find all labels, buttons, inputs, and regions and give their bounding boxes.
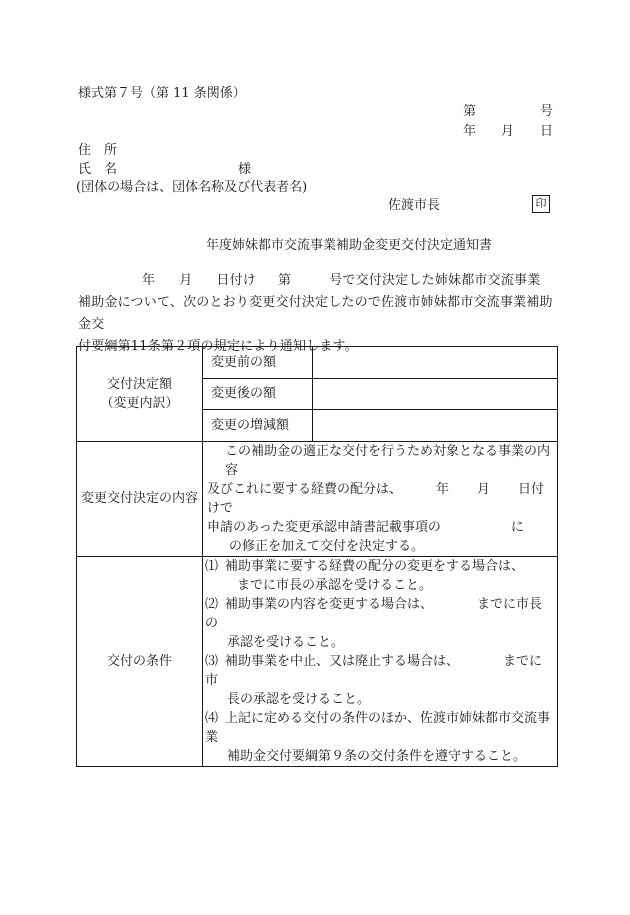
form-number: 様式第７号（第 11 条関係） <box>78 86 246 101</box>
body-line-1-rest: 号で交付決定した姉妹都市交流事業 <box>329 273 541 288</box>
condition-3-line-1b: までに市 <box>205 654 543 688</box>
honorific-sama: 様 <box>238 162 252 177</box>
condition-1-line-2: までに市長の承認を受けること。 <box>237 578 433 593</box>
group-note: (団体の場合は、団体名称及び代表者名) <box>76 180 308 195</box>
condition-3 <box>205 652 553 690</box>
document-title: 年度姉妹都市交流事業補助金変更交付決定通知書 <box>206 238 493 253</box>
date-day: 日 <box>540 124 554 139</box>
table-row <box>77 557 558 767</box>
body-line-1 <box>78 270 558 292</box>
condition-1-line-1: 補助事業に要する経費の配分の変更をする場合は、 <box>225 559 525 574</box>
body-line-3: 付要綱第11条第２項の規定により通知します。 <box>78 339 358 354</box>
condition-3-line-1a: 補助事業を中止、又は廃止する場合は、 <box>225 654 460 669</box>
content-line-3 <box>207 518 553 537</box>
amount-sublabel: （変更内訳） <box>100 396 179 411</box>
condition-2-line-1a: 補助事業の内容を変更する場合は、 <box>225 597 434 612</box>
conditions-cell <box>203 557 558 767</box>
body-paragraph <box>78 270 558 358</box>
amount-diff-value <box>313 410 558 442</box>
seal-stamp: 印 <box>532 195 550 213</box>
amount-after-label: 変更後の額 <box>203 379 313 410</box>
ref-dai: 第 <box>463 104 477 119</box>
condition-2-line-1b: までに市長の <box>205 597 543 631</box>
table-row <box>77 442 558 557</box>
content-line-2 <box>207 480 553 518</box>
amount-after-value <box>313 379 558 410</box>
content-line-2a: 及びこれに要する経費の配分は、 <box>207 482 403 497</box>
content-year: 年 <box>436 482 450 497</box>
content-day: 日付けで <box>207 482 545 516</box>
condition-3-num: ⑶ <box>205 654 219 669</box>
date-month: 月 <box>501 124 515 139</box>
condition-4-line-2: 補助金交付要綱第９条の交付条件を遵守すること。 <box>227 749 527 764</box>
amount-label-cell <box>77 347 203 442</box>
body-day-dated: 日付け <box>216 273 257 288</box>
condition-4-num: ⑷ <box>205 711 219 726</box>
content-line-1: この補助金の適正な交付を行うため対象となる事業の内容 <box>225 444 551 478</box>
amount-diff-label: 変更の増減額 <box>203 410 313 442</box>
body-month: 月 <box>179 273 193 288</box>
condition-4 <box>205 709 553 747</box>
content-line-4: の修正を加えて交付を決定する。 <box>229 539 425 554</box>
content-cell <box>203 442 558 557</box>
amount-before-value <box>313 347 558 379</box>
name-label: 氏 名 <box>78 162 118 177</box>
condition-2-line-2: 承認を受けること。 <box>227 635 345 650</box>
body-dai: 第 <box>278 273 292 288</box>
ref-go: 号 <box>540 104 554 119</box>
table-row <box>77 347 558 379</box>
content-month: 月 <box>477 482 491 497</box>
condition-3-line-2: 長の承認を受けること。 <box>227 692 371 707</box>
conditions-label: 交付の条件 <box>77 557 203 767</box>
condition-2 <box>205 595 553 633</box>
body-line-2: 補助金について、次のとおり変更交付決定したので佐渡市姉妹都市交流事業補助金交 <box>78 295 553 332</box>
date-year: 年 <box>463 124 477 139</box>
content-line-3a: 申請のあった変更承認申請書記載事項の <box>207 520 441 535</box>
condition-1-num: ⑴ <box>205 559 219 574</box>
condition-2-num: ⑵ <box>205 597 219 612</box>
address-label: 住 所 <box>78 143 118 158</box>
condition-1 <box>205 557 553 576</box>
condition-4-line-1: 上記に定める交付の条件のほか、佐渡市姉妹都市交流事業 <box>205 711 551 745</box>
issuer-title: 佐渡市長 <box>388 198 441 213</box>
decision-table <box>76 346 558 767</box>
content-line-3b: に <box>510 520 524 535</box>
body-year: 年 <box>142 273 156 288</box>
amount-before-label: 変更前の額 <box>203 347 313 379</box>
content-label: 変更交付決定の内容 <box>77 442 203 557</box>
amount-label: 交付決定額 <box>106 377 172 392</box>
